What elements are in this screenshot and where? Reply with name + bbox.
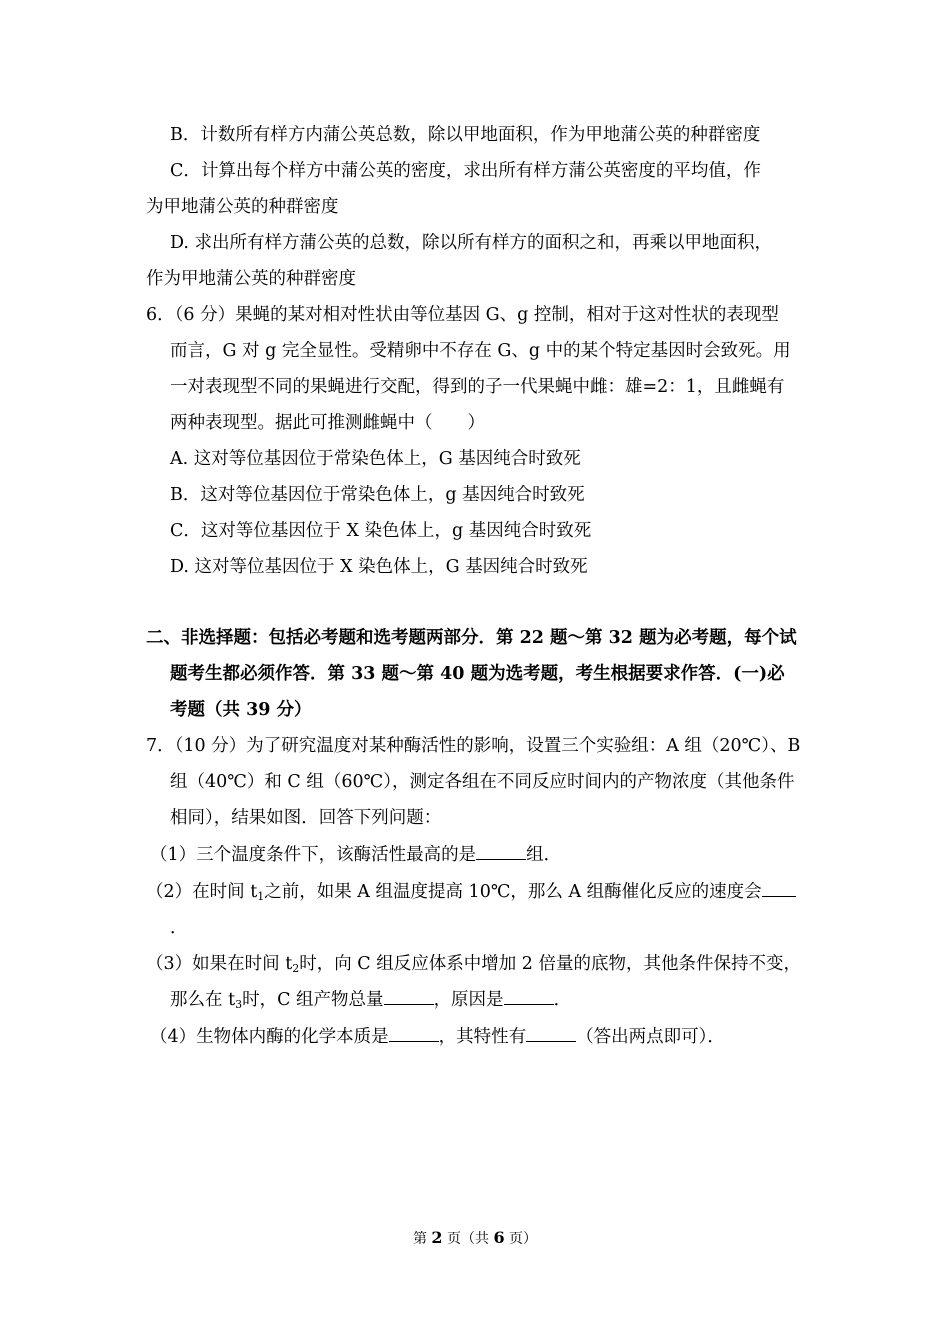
q7-part2-end: ． [170,918,188,938]
q6-stem-line3: 一对表现型不同的果蝇进行交配，得到的子一代果蝇中雌：雄=2：1，且雌蝇有 [170,377,785,397]
q7-part3-line1: （3）如果在时间 $t_2$时，向 C 组反应体系中增加 2 倍量的底物，其他条件保持不变， [146,954,802,975]
q7-part2: （2）在时间 $t_1$之前，如果 A 组温度提高 10℃，那么 A 组酶催化反应的速度会 [146,880,796,904]
q6-stem-line4: 两种表现型。据此可推测雌蝇中（ ） [170,413,485,433]
q5-option-d-line1: D. 求出所有样方蒲公英的总数，除以所有样方的面积之和，再乘以甲地面积， [170,233,773,253]
q6-option-d: D. 这对等位基因位于 X 染色体上，G 基因纯合时致死 [170,557,588,577]
section2-heading-line2: 题考生都必须作答．第 33 题～第 40 题为选考题，考生根据要求作答．(一)必 [170,664,785,684]
answer-blank [389,1025,439,1042]
q5-option-c-line2: 为甲地蒲公英的种群密度 [146,197,339,217]
q7-stem-line1: 7．（10 分）为了研究温度对某种酶活性的影响，设置三个实验组：A 组（20℃）、B [146,736,801,756]
answer-blank [762,880,796,897]
current-page-number: 2 [431,1228,443,1247]
q5-option-b: B．计数所有样方内蒲公英总数，除以甲地面积，作为甲地蒲公英的种群密度 [170,125,761,145]
q7-part3-line2: 那么在 $t_3$时，C 组产物总量 ，原因是 ． [170,990,572,1011]
section2-heading-line1: 二、非选择题：包括必考题和选考题两部分．第 22 题～第 32 题为必考题，每个试 [146,628,797,648]
q7-stem-line3: 相同），结果如图．回答下列问题： [170,808,442,828]
page-footer: 第 2 页（共 6 页） [412,1228,538,1247]
answer-blank [384,988,434,1005]
q5-option-c-line1: C．计算出每个样方中蒲公英的密度，求出所有样方蒲公英密度的平均值，作 [170,161,761,181]
q5-option-d-line2: 作为甲地蒲公英的种群密度 [146,269,356,289]
answer-blank [476,843,526,860]
q6-stem-line1: 6．（6 分）果蝇的某对相对性状由等位基因 G、g 控制，相对于这对性状的表现型 [146,305,779,325]
q7-part1: （1）三个温度条件下，该酶活性最高的是 组． [150,845,562,865]
q7-stem-line2: 组（40℃）和 C 组（60℃），测定各组在不同反应时间内的产物浓度（其他条件 [170,772,795,792]
q6-stem-line2: 而言，G 对 g 完全显性。受精卵中不存在 G、g 中的某个特定基因时会致死。用 [170,341,791,361]
q6-option-a: A. 这对等位基因位于常染色体上，G 基因纯合时致死 [170,449,581,469]
answer-blank [504,988,554,1005]
q6-option-b: B．这对等位基因位于常染色体上，g 基因纯合时致死 [170,485,585,505]
section2-heading-line3: 考题（共 39 分） [170,700,312,720]
total-page-count: 6 [493,1228,505,1247]
q7-part4: （4）生物体内酶的化学本质是 ，其特性有 （答出两点即可）． [150,1027,725,1047]
answer-blank [526,1025,576,1042]
q6-option-c: C．这对等位基因位于 X 染色体上，g 基因纯合时致死 [170,521,592,541]
